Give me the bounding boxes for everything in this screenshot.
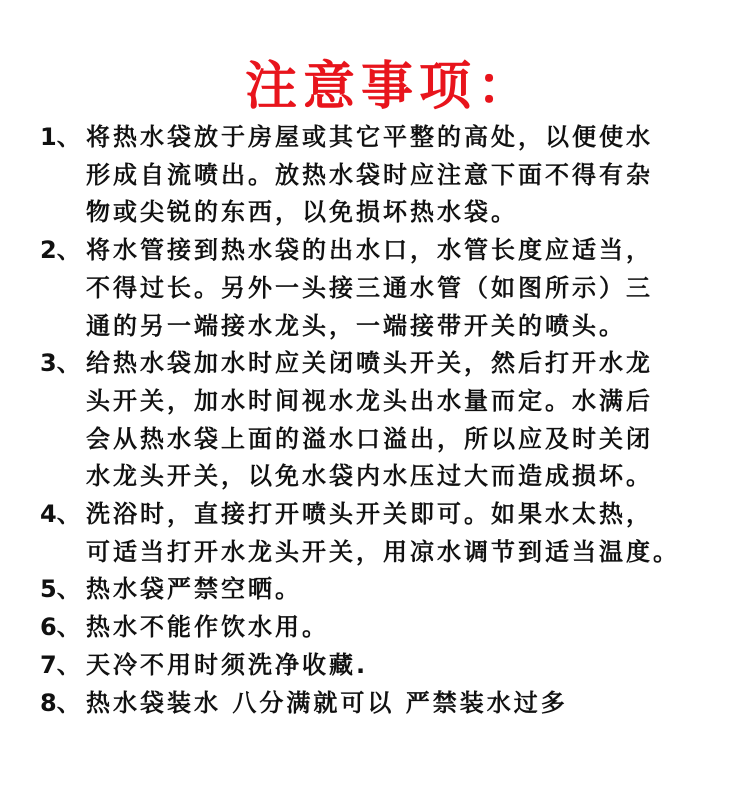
notice-item-1 (40, 119, 730, 232)
item-text-line: 热水袋严禁空晒。 (86, 575, 302, 604)
item-text-line: 会从热水袋上面的溢水口溢出，所以应及时关闭 (86, 424, 653, 453)
item-text-line: 水龙头开关，以免水袋内水压过大而造成损坏。 (86, 462, 653, 491)
notice-item-4 (40, 496, 730, 571)
item-text-line: 给热水袋加水时应关闭喷头开关，然后打开水龙 (86, 349, 653, 378)
item-text-line: 天冷不用时须洗净收藏. (86, 650, 369, 679)
item-text-line: 将热水袋放于房屋或其它平整的高处，以便使水 (86, 123, 653, 151)
item-number: 2、 (40, 236, 81, 265)
item-text-line: 不得过长。另外一头接三通水管（如图所示）三 (86, 273, 653, 302)
item-text-line: 物或尖锐的东西，以免损坏热水袋。 (86, 198, 518, 227)
notice-item-3 (40, 345, 730, 496)
item-text-line: 形成自流喷出。放热水袋时应注意下面不得有杂 (86, 160, 653, 189)
item-text-line: 洗浴时，直接打开喷头开关即可。如果水太热， (86, 500, 653, 529)
item-text-line: 将水管接到热水袋的出水口，水管长度应适当， (86, 236, 653, 265)
item-text-line: 热水袋装水 八分满就可以 严禁装水过多 (86, 688, 568, 717)
notice-title: 注意事项： (244, 57, 535, 117)
notice-item-2 (40, 232, 730, 345)
item-number: 3、 (40, 349, 81, 378)
notice-list (40, 119, 730, 722)
notice-item-5 (40, 571, 730, 609)
item-text-line: 头开关，加水时间视水龙头出水量而定。水满后 (86, 386, 653, 415)
notice-item-8 (40, 685, 730, 723)
item-number: 6、 (40, 613, 81, 642)
item-number: 4、 (40, 500, 81, 529)
notice-item-6 (40, 609, 730, 647)
item-number: 1、 (40, 123, 81, 151)
item-text-line: 通的另一端接水龙头，一端接带开关的喷头。 (86, 311, 626, 340)
item-number: 5、 (40, 575, 81, 604)
item-number: 7、 (40, 650, 81, 679)
item-text-line: 可适当打开水龙头开关，用凉水调节到适当温度。 (86, 537, 680, 566)
item-text-line: 热水不能作饮水用。 (86, 613, 329, 642)
notice-item-7 (40, 647, 730, 685)
item-number: 8、 (40, 688, 81, 717)
